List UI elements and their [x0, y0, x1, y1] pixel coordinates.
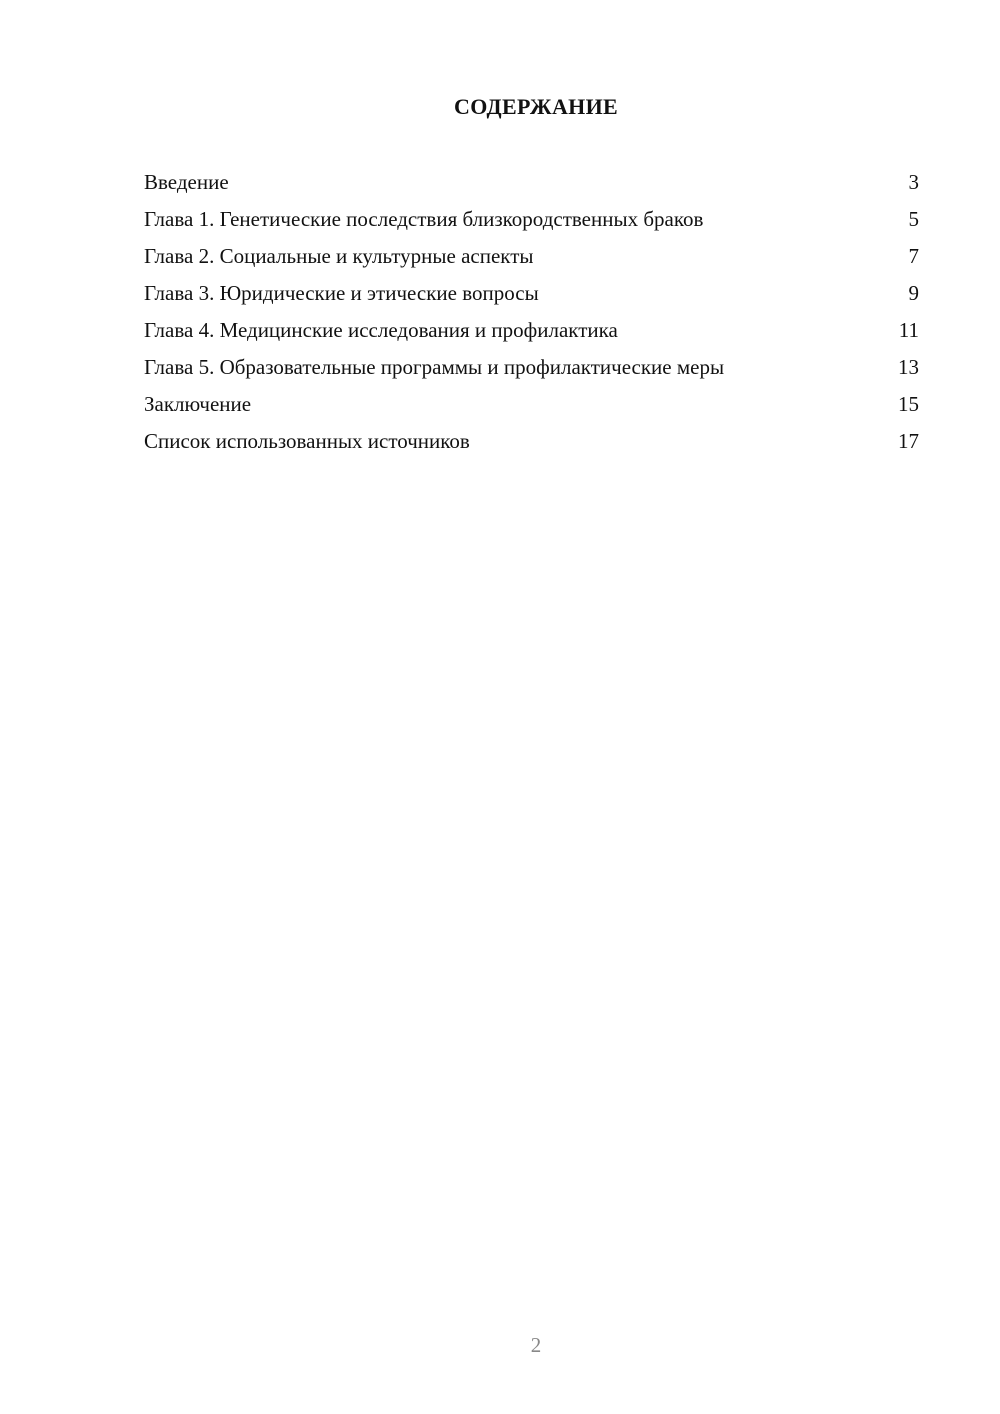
toc-item-page: 9 — [908, 281, 919, 305]
toc-item-label: Заключение — [144, 392, 252, 416]
toc-item-introduction[interactable] — [144, 168, 919, 196]
toc-item-label: Глава 4. Медицинские исследования и профилактика — [144, 318, 618, 342]
toc-item-page: 7 — [908, 244, 919, 268]
toc-item-chapter-5[interactable] — [144, 353, 919, 381]
toc-item-label: Глава 1. Генетические последствия близкородственных браков — [144, 207, 704, 231]
page-title: СОДЕРЖАНИЕ — [454, 94, 618, 119]
toc-item-label: Список использованных источников — [144, 429, 470, 453]
toc-item-label: Глава 2. Социальные и культурные аспекты — [144, 244, 534, 268]
toc-item-page: 11 — [898, 318, 919, 342]
page-number: 2 — [530, 1333, 542, 1357]
toc-item-chapter-3[interactable] — [144, 279, 919, 307]
toc-item-label: Глава 5. Образовательные программы и профилактические меры — [144, 355, 725, 379]
toc-item-page: 5 — [908, 207, 919, 231]
toc-item-page: 17 — [898, 429, 919, 453]
toc-item-label: Глава 3. Юридические и этические вопросы — [144, 281, 539, 305]
toc-item-conclusion[interactable] — [144, 390, 919, 418]
toc-item-label: Введение — [144, 170, 229, 194]
table-of-contents — [144, 168, 919, 464]
toc-item-chapter-4[interactable] — [144, 316, 919, 344]
toc-item-page: 15 — [898, 392, 919, 416]
toc-item-page: 13 — [898, 355, 919, 379]
toc-item-chapter-1[interactable] — [144, 205, 919, 233]
toc-item-chapter-2[interactable] — [144, 242, 919, 270]
toc-item-page: 3 — [908, 170, 919, 194]
toc-item-references[interactable] — [144, 427, 919, 455]
